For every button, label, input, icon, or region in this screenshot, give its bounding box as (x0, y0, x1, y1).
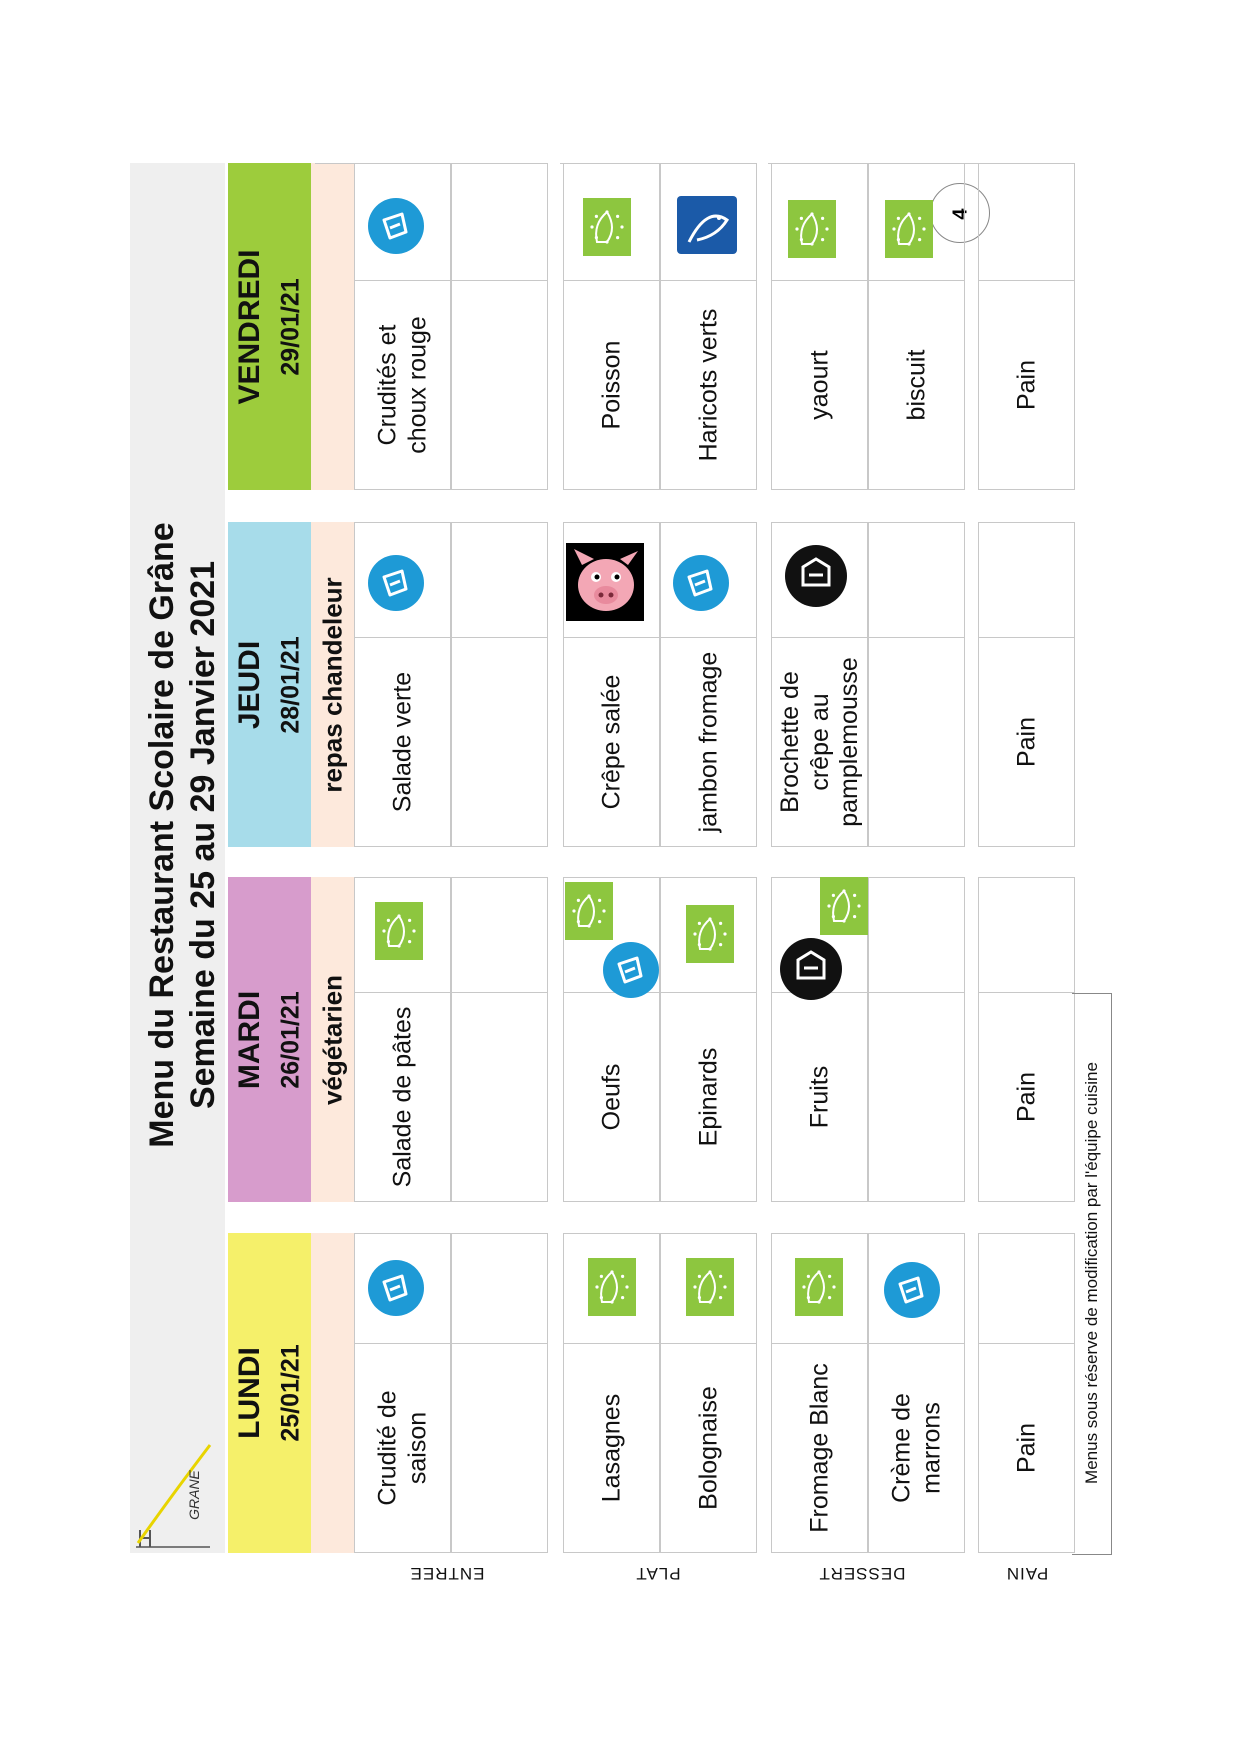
dish-plat-main: Crêpe salée (596, 674, 625, 810)
dish-plat-main: Lasagnes (596, 1393, 625, 1503)
logo-text: GRANE (186, 1470, 202, 1520)
menu-cell (451, 877, 548, 1202)
organic-leaf-icon (788, 200, 836, 258)
produced-in-france-icon (673, 555, 729, 611)
day-name: LUNDI (232, 1347, 266, 1439)
dish-pain: Pain (1011, 1422, 1040, 1474)
dish-entree: Crudités et choux rouge (373, 316, 431, 454)
menu-cell (978, 163, 1075, 490)
dish-plat-side: Haricots verts (693, 308, 722, 462)
dish-plat-main: Poisson (596, 340, 625, 430)
fait-maison-icon (785, 545, 847, 607)
course-label-pain: PAIN (1005, 1564, 1049, 1583)
menu-cell (978, 522, 1075, 847)
day-date: 26/01/21 (276, 990, 305, 1089)
dish-plat-side: jambon fromage (693, 651, 722, 833)
dish-pain: Pain (1011, 359, 1040, 411)
organic-leaf-icon (565, 882, 613, 940)
dish-dessert-2: Crème de marrons (887, 1393, 945, 1503)
dish-dessert-1: Fromage Blanc (804, 1363, 833, 1533)
menu-cell (978, 877, 1075, 1202)
produced-in-france-icon (603, 942, 659, 998)
dish-pain: Pain (1011, 716, 1040, 768)
menu-cell (451, 163, 548, 490)
pork-pig-icon (566, 543, 644, 621)
produced-in-france-icon (368, 198, 424, 254)
day-name: MARDI (232, 990, 266, 1089)
day-date: 25/01/21 (276, 1344, 305, 1442)
dish-dessert-1: Brochette de crêpe au pamplemousse (775, 657, 863, 827)
page-title (142, 522, 224, 1147)
dish-entree: Salade de pâtes (387, 1006, 416, 1188)
dish-dessert-1: Fruits (804, 1065, 833, 1129)
title-line-2: Semaine du 25 au 29 Janvier 2021 (184, 560, 222, 1110)
organic-leaf-icon (583, 198, 631, 256)
page-number: 4 (949, 208, 972, 220)
grane-logo (132, 1435, 212, 1550)
course-label-entree: ENTREE (409, 1564, 485, 1583)
dish-plat-side: Epinards (693, 1047, 722, 1147)
menu-cell (868, 522, 965, 847)
organic-leaf-icon (686, 905, 734, 963)
day-date: 28/01/21 (276, 635, 305, 734)
day-name: VENDREDI (232, 248, 266, 405)
organic-leaf-icon (375, 902, 423, 960)
dish-plat-main: Oeufs (596, 1063, 625, 1131)
course-label-dessert: DESSERT (818, 1564, 906, 1583)
dish-dessert-2: biscuit (901, 349, 930, 421)
produced-in-france-icon (368, 1260, 424, 1316)
produced-in-france-icon (884, 1262, 940, 1318)
organic-leaf-icon (588, 1258, 636, 1316)
title-line-1: Menu du Restaurant Scolaire de Grâne (143, 522, 182, 1148)
organic-leaf-icon (820, 877, 868, 935)
organic-leaf-icon (686, 1258, 734, 1316)
day-name: JEUDI (232, 640, 266, 729)
day-date: 29/01/21 (276, 277, 305, 376)
dish-dessert-1: yaourt (804, 350, 833, 420)
footer-note: Menus sous réserve de modification par l'équipe cuisine (1082, 1062, 1101, 1484)
organic-leaf-icon (885, 200, 933, 258)
menu-cell (868, 877, 965, 1202)
menu-cell (451, 522, 548, 847)
day-theme: végétarien (317, 974, 347, 1105)
dish-entree: Crudité de saison (373, 1390, 431, 1506)
course-label-plat: PLAT (635, 1564, 681, 1583)
organic-leaf-icon (795, 1258, 843, 1316)
day-theme: repas chandeleur (317, 576, 347, 793)
msc-sustainable-fishing-icon (677, 196, 737, 254)
menu-cell (451, 1233, 548, 1553)
produced-in-france-icon (368, 555, 424, 611)
menu-cell (978, 1233, 1075, 1553)
fait-maison-icon (780, 938, 842, 1000)
day-theme-band (311, 1233, 354, 1553)
day-theme-band (311, 163, 354, 490)
dish-plat-side: Bolognaise (693, 1386, 722, 1510)
dish-entree: Salade verte (387, 671, 416, 813)
dish-pain: Pain (1011, 1071, 1040, 1123)
